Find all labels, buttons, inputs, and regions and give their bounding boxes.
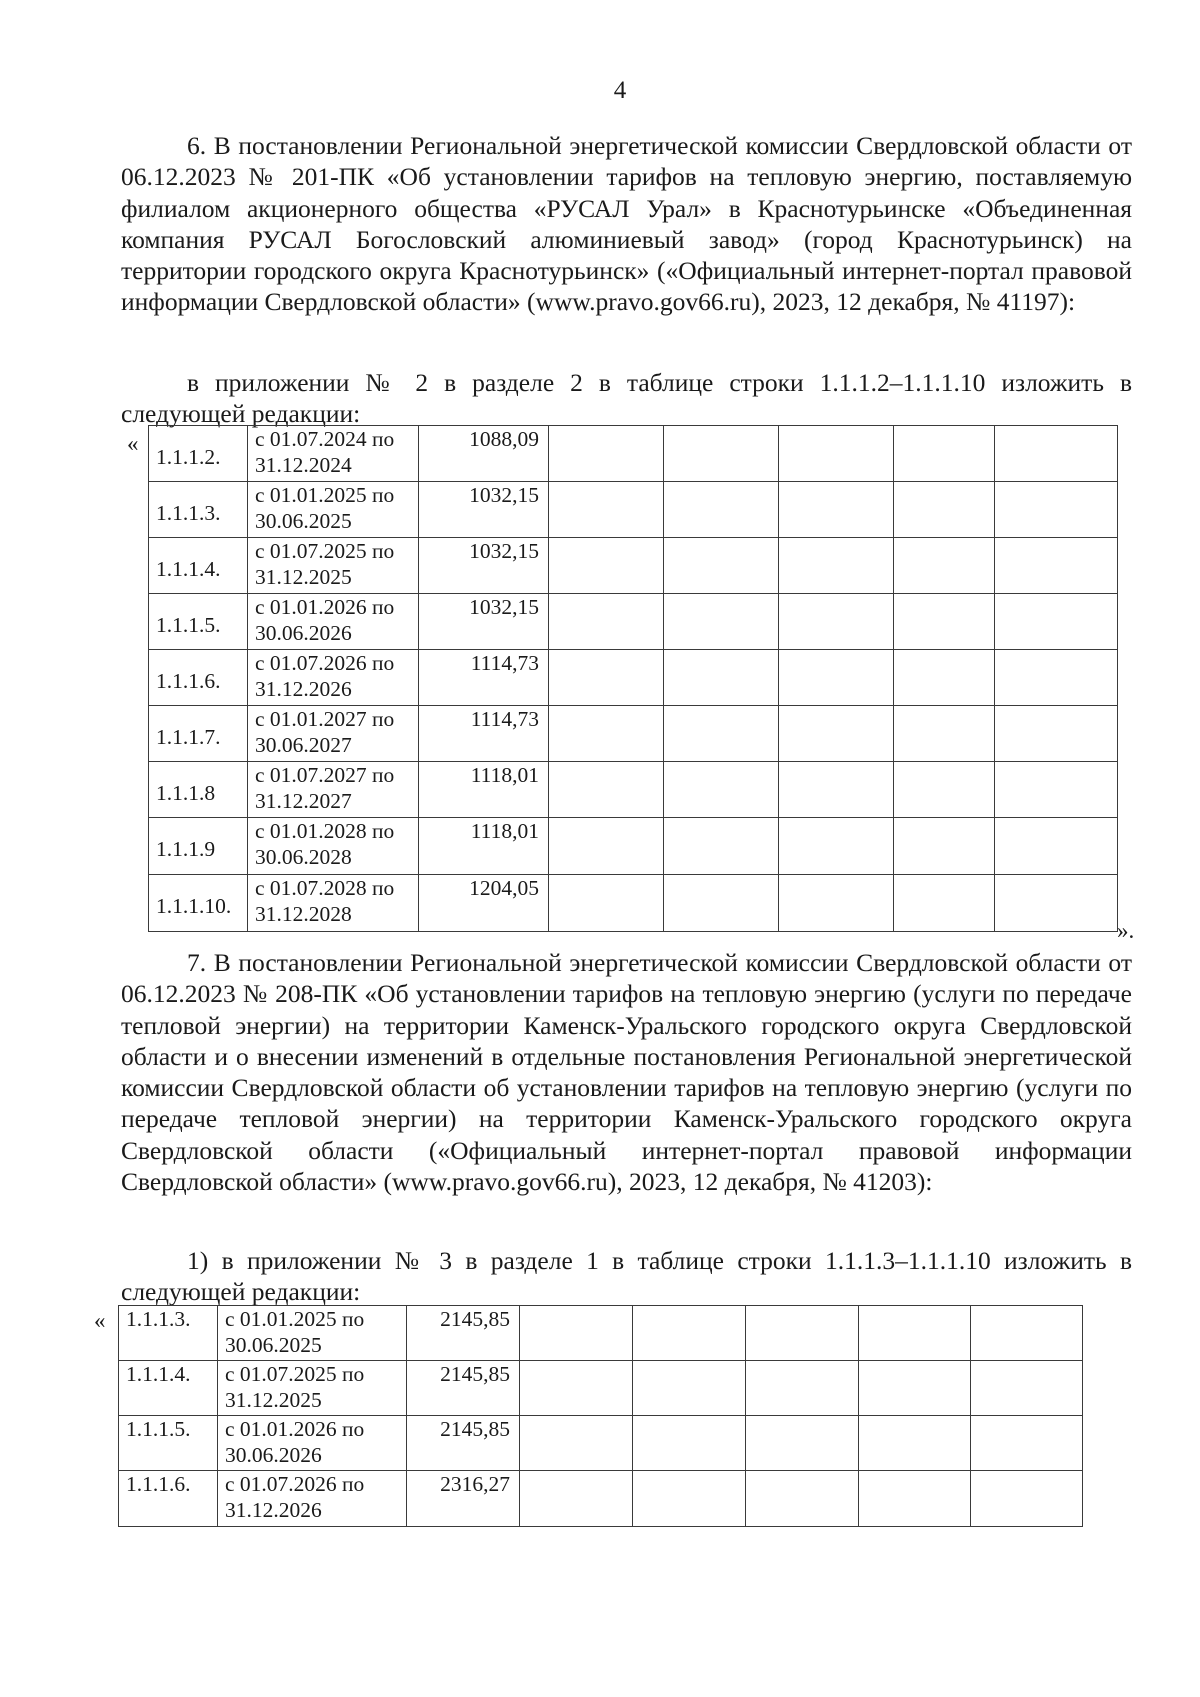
empty-cell [894, 482, 995, 538]
period-start: с 01.07.2025 по [225, 1362, 365, 1386]
period-cell [248, 426, 419, 482]
period-end: 31.12.2025 [255, 565, 352, 589]
empty-cell [995, 818, 1118, 875]
table-row [149, 482, 1118, 538]
empty-cell [859, 1306, 971, 1361]
period-start: с 01.07.2024 по [255, 427, 395, 451]
row-code: 1.1.1.6. [156, 668, 221, 693]
empty-cell [779, 875, 894, 932]
table-row [149, 650, 1118, 706]
table-1-open-quote: « [127, 431, 139, 456]
row-code: 1.1.1.3. [126, 1307, 191, 1331]
row-code-cell [149, 426, 248, 482]
section-6-paragraph: 6. В постановлении Региональной энергетической комиссии Свердловской области от 06.12.2023 № 201-ПК «Об установлении тарифов на тепловую энергию, поставляемую филиалом акционерного общества «РУСАЛ Урал» в Краснотурьинске «Объединенная компания РУСАЛ Богословский алюминиевый завод» (город Краснотурьинск) на территории городского округа Краснотурьинск» («Официальный интернет-портал правовой информации Свердловской области» (www.pravo.gov66.ru), 2023, 12 декабря, № 41197): [121, 131, 1132, 317]
empty-cell [894, 818, 995, 875]
empty-cell [859, 1471, 971, 1527]
section-7-instruction: 1) в приложении № 3 в разделе 1 в таблице строки 1.1.1.3–1.1.1.10 изложить в следующей редакции: [121, 1246, 1132, 1307]
empty-cell [549, 762, 664, 818]
row-code-cell [149, 762, 248, 818]
tariff-value: 1088,09 [419, 426, 549, 482]
empty-cell [779, 706, 894, 762]
period-start: с 01.01.2026 по [255, 595, 395, 619]
row-code-cell [149, 538, 248, 594]
row-code-cell [149, 818, 248, 875]
empty-cell [549, 875, 664, 932]
table-row [149, 426, 1118, 482]
empty-cell [664, 818, 779, 875]
empty-cell [779, 538, 894, 594]
tariff-value: 2145,85 [407, 1306, 520, 1361]
period-end: 30.06.2025 [225, 1333, 322, 1357]
tariff-value: 1032,15 [419, 594, 549, 650]
empty-cell [664, 650, 779, 706]
period-end: 30.06.2027 [255, 733, 352, 757]
empty-cell [746, 1361, 859, 1416]
empty-cell [664, 762, 779, 818]
empty-cell [894, 650, 995, 706]
period-end: 31.12.2027 [255, 789, 352, 813]
row-code-cell [149, 594, 248, 650]
empty-cell [549, 650, 664, 706]
empty-cell [664, 538, 779, 594]
table-row [149, 762, 1118, 818]
period-cell [248, 482, 419, 538]
section-6-instruction: в приложении № 2 в разделе 2 в таблице строки 1.1.1.2–1.1.1.10 изложить в следующей редакции: [121, 368, 1132, 429]
period-cell [218, 1361, 407, 1416]
row-code: 1.1.1.4. [126, 1362, 191, 1386]
row-code-cell [119, 1416, 218, 1471]
empty-cell [520, 1471, 633, 1527]
tariff-value: 2145,85 [407, 1361, 520, 1416]
row-code: 1.1.1.2. [156, 444, 221, 469]
empty-cell [894, 706, 995, 762]
empty-cell [664, 482, 779, 538]
empty-cell [894, 762, 995, 818]
row-code: 1.1.1.4. [156, 556, 221, 581]
section-7-paragraph: 7. В постановлении Региональной энергетической комиссии Свердловской области от 06.12.2023 № 208-ПК «Об установлении тарифов на тепловую энергию (услуги по передаче тепловой энергии) на территории Каменск-Уральского городского округа Свердловской области и о внесении изменений в отдельные постановления Региональной энергетической комиссии Свердловской области об установлении тарифов на тепловую энергию (услуги по передаче тепловой энергии) на территории Каменск-Уральского городского округа Свердловской области («Официальный интернет-портал правовой информации Свердловской области» (www.pravo.gov66.ru), 2023, 12 декабря, № 41203): [121, 948, 1132, 1197]
tariff-value: 1114,73 [419, 706, 549, 762]
period-end: 30.06.2025 [255, 509, 352, 533]
empty-cell [664, 706, 779, 762]
row-code-cell [119, 1471, 218, 1527]
period-end: 31.12.2024 [255, 453, 352, 477]
empty-cell [549, 426, 664, 482]
tariff-value: 1032,15 [419, 482, 549, 538]
period-start: с 01.07.2026 по [225, 1472, 365, 1496]
period-start: с 01.07.2027 по [255, 763, 395, 787]
empty-cell [549, 538, 664, 594]
empty-cell [995, 650, 1118, 706]
empty-cell [995, 426, 1118, 482]
table-row [119, 1361, 1083, 1416]
tariff-value: 1204,05 [419, 875, 549, 932]
tariff-table-1 [148, 425, 1118, 932]
table-1-close-quote: ». [1117, 918, 1135, 943]
row-code-cell [119, 1361, 218, 1416]
empty-cell [746, 1416, 859, 1471]
empty-cell [779, 594, 894, 650]
empty-cell [779, 650, 894, 706]
empty-cell [971, 1361, 1083, 1416]
empty-cell [859, 1361, 971, 1416]
tariff-value: 2145,85 [407, 1416, 520, 1471]
row-code: 1.1.1.10. [156, 894, 232, 918]
period-start: с 01.07.2025 по [255, 539, 395, 563]
empty-cell [779, 482, 894, 538]
period-cell [248, 538, 419, 594]
empty-cell [995, 875, 1118, 932]
table-row [119, 1471, 1083, 1527]
period-end: 30.06.2028 [255, 845, 352, 869]
table-row [149, 706, 1118, 762]
row-code: 1.1.1.8 [156, 780, 216, 805]
empty-cell [664, 875, 779, 932]
row-code-cell [119, 1306, 218, 1361]
row-code-cell [149, 875, 248, 932]
table-row [149, 818, 1118, 875]
table-row [119, 1306, 1083, 1361]
empty-cell [633, 1471, 746, 1527]
empty-cell [746, 1471, 859, 1527]
period-end: 30.06.2026 [255, 621, 352, 645]
period-end: 31.12.2025 [225, 1388, 322, 1412]
period-end: 30.06.2026 [225, 1443, 322, 1467]
period-start: с 01.01.2025 по [225, 1307, 365, 1331]
period-end: 31.12.2028 [255, 902, 352, 926]
empty-cell [633, 1416, 746, 1471]
tariff-value: 1114,73 [419, 650, 549, 706]
empty-cell [894, 538, 995, 594]
empty-cell [894, 875, 995, 932]
row-code: 1.1.1.3. [156, 500, 221, 525]
table-row [149, 538, 1118, 594]
tariff-value: 1118,01 [419, 762, 549, 818]
empty-cell [633, 1306, 746, 1361]
period-cell [248, 818, 419, 875]
table-row [149, 875, 1118, 932]
period-cell [248, 594, 419, 650]
empty-cell [549, 594, 664, 650]
table-row [149, 594, 1118, 650]
empty-cell [995, 538, 1118, 594]
empty-cell [971, 1306, 1083, 1361]
tariff-table-2 [118, 1305, 1083, 1527]
tariff-value: 1118,01 [419, 818, 549, 875]
period-start: с 01.01.2028 по [255, 819, 395, 843]
empty-cell [779, 426, 894, 482]
period-start: с 01.01.2025 по [255, 483, 395, 507]
row-code-cell [149, 706, 248, 762]
period-end: 31.12.2026 [225, 1498, 322, 1522]
empty-cell [520, 1306, 633, 1361]
period-cell [218, 1306, 407, 1361]
empty-cell [995, 706, 1118, 762]
empty-cell [971, 1471, 1083, 1527]
empty-cell [995, 594, 1118, 650]
row-code-cell [149, 482, 248, 538]
period-start: с 01.01.2027 по [255, 707, 395, 731]
empty-cell [746, 1306, 859, 1361]
period-start: с 01.01.2026 по [225, 1417, 365, 1441]
empty-cell [664, 594, 779, 650]
empty-cell [664, 426, 779, 482]
empty-cell [549, 482, 664, 538]
row-code: 1.1.1.7. [156, 724, 221, 749]
empty-cell [520, 1361, 633, 1416]
empty-cell [859, 1416, 971, 1471]
row-code: 1.1.1.5. [126, 1417, 191, 1441]
tariff-value: 1032,15 [419, 538, 549, 594]
period-cell [248, 762, 419, 818]
page-number: 4 [613, 77, 627, 104]
empty-cell [520, 1416, 633, 1471]
period-start: с 01.07.2026 по [255, 651, 395, 675]
row-code-cell [149, 650, 248, 706]
period-cell [218, 1416, 407, 1471]
empty-cell [549, 818, 664, 875]
period-cell [248, 706, 419, 762]
empty-cell [779, 762, 894, 818]
period-cell [218, 1471, 407, 1527]
table-2-open-quote: « [94, 1308, 106, 1333]
empty-cell [971, 1416, 1083, 1471]
empty-cell [549, 706, 664, 762]
empty-cell [995, 482, 1118, 538]
tariff-value: 2316,27 [407, 1471, 520, 1527]
table-row [119, 1416, 1083, 1471]
row-code: 1.1.1.6. [126, 1472, 191, 1496]
row-code: 1.1.1.9 [156, 837, 216, 861]
empty-cell [894, 426, 995, 482]
empty-cell [633, 1361, 746, 1416]
period-cell [248, 875, 419, 932]
row-code: 1.1.1.5. [156, 612, 221, 637]
empty-cell [995, 762, 1118, 818]
period-end: 31.12.2026 [255, 677, 352, 701]
empty-cell [779, 818, 894, 875]
period-start: с 01.07.2028 по [255, 876, 395, 900]
period-cell [248, 650, 419, 706]
empty-cell [894, 594, 995, 650]
